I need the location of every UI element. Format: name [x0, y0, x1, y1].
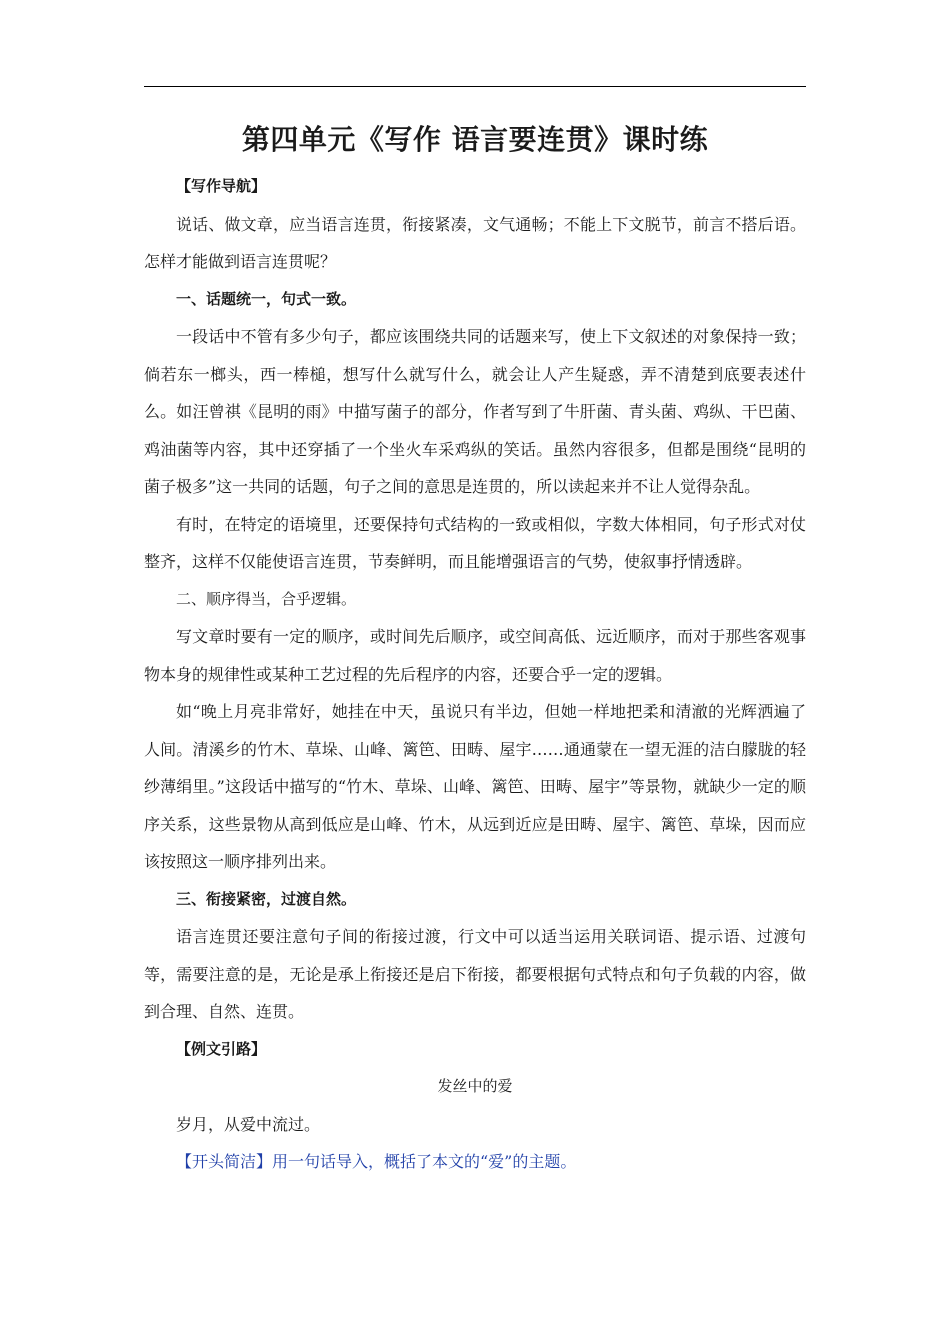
subheading-order: 二、顺序得当，合乎逻辑。 [176, 589, 357, 608]
section-heading-guide: 【写作导航】 [176, 177, 267, 195]
paragraph-order: 写文章时要有一定的顺序，或时间先后顺序，或空间高低、远近顺序，而对于那些客观事物本身的规律性或某种工艺过程的先后程序的内容，还要合乎一定的逻辑。 [144, 627, 806, 684]
document-body [144, 168, 806, 1181]
example-annotation: 【开头简洁】用一句话导入，概括了本文的“爱”的主题。 [176, 1152, 577, 1171]
paragraph-order-example: 如“晚上月亮非常好，她挂在中天，虽说只有半边，但她一样地把柔和清澈的光辉洒遍了人间。清溪乡的竹木、草垛、山峰、篱笆、田畴、屋宇……通通蒙在一望无涯的洁白朦胧的轻纱薄绢里。”这段话中描写的“竹木、草垛、山峰、篱笆、田畴、屋宇”等景物，就缺少一定的顺序关系，这些景物从高到低应是山峰、竹木，从远到近应是田畴、屋宇、篱笆、草垛，因而应该按照这一顺序排列出来。 [144, 702, 806, 871]
subheading-transition: 三、衔接紧密，过渡自然。 [176, 889, 357, 908]
header-rule [144, 86, 806, 87]
paragraph-intro: 说话、做文章，应当语言连贯，衔接紧凑，文气通畅；不能上下文脱节，前言不搭后语。怎样才能做到语言连贯呢？ [144, 214, 806, 271]
paragraph-sentence-pattern: 有时，在特定的语境里，还要保持句式结构的一致或相似，字数大体相同，句子形式对仗整齐，这样不仅能使语言连贯，节奏鲜明，而且能增强语言的气势，使叙事抒情透辟。 [144, 514, 806, 571]
paragraph-topic: 一段话中不管有多少句子，都应该围绕共同的话题来写，使上下文叙述的对象保持一致；倘若东一榔头，西一棒槌，想写什么就写什么，就会让人产生疑惑，弄不清楚到底要表述什么。如汪曾祺《昆明的雨》中描写菌子的部分，作者写到了牛肝菌、青头菌、鸡纵、干巴菌、鸡油菌等内容，其中还穿插了一个坐火车采鸡纵的笑话。虽然内容很多，但都是围绕“昆明的菌子极多”这一共同的话题，句子之间的意思是连贯的，所以读起来并不让人觉得杂乱。 [144, 327, 806, 496]
section-heading-example: 【例文引路】 [176, 1039, 267, 1058]
subheading-topic-unity: 一、话题统一，句式一致。 [176, 289, 357, 308]
example-title: 发丝中的爱 [437, 1077, 513, 1095]
paragraph-transition: 语言连贯还要注意句子间的衔接过渡，行文中可以适当运用关联词语、提示语、过渡句等，需要注意的是，无论是承上衔接还是启下衔接，都要根据句式特点和句子负载的内容，做到合理、自然、连贯。 [144, 927, 806, 1021]
example-line: 岁月，从爱中流过。 [176, 1114, 321, 1134]
page-title: 第四单元《写作 语言要连贯》课时练 [241, 123, 709, 156]
